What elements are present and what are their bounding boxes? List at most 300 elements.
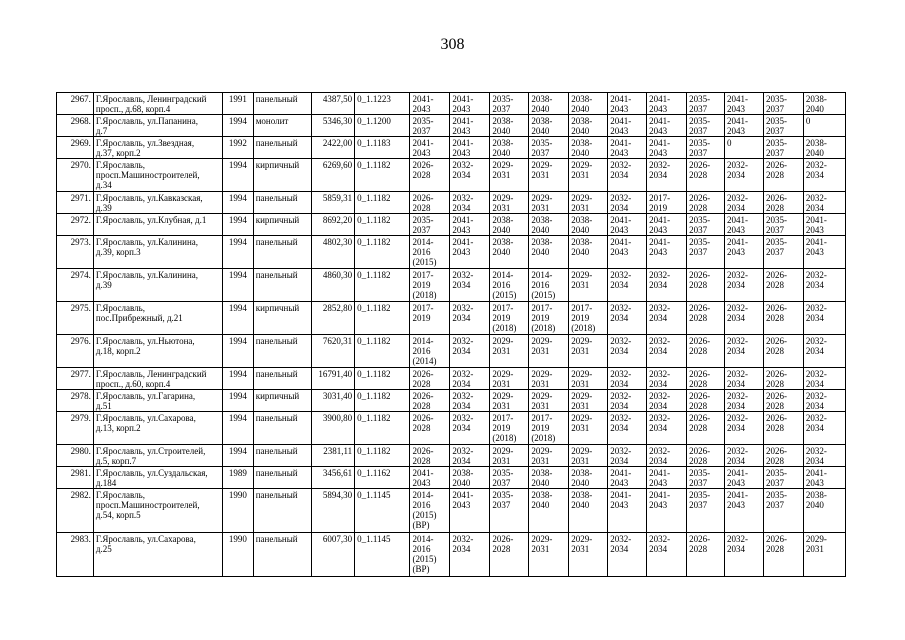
- period-cell: 2035- 2037: [529, 137, 569, 159]
- period-cell: 2026- 2028: [687, 368, 725, 390]
- period-cell: 2026- 2028: [490, 533, 529, 577]
- total-area-cell: 5859,31: [312, 192, 355, 214]
- period-cell: 2026- 2028: [410, 159, 450, 192]
- period-cell: 2038- 2040: [490, 214, 529, 236]
- period-cell: 2032- 2034: [725, 192, 764, 214]
- period-cell: 2029- 2031: [529, 390, 569, 412]
- period-cell: 2029- 2031: [490, 445, 529, 467]
- address-cell: Г.Ярославль, ул.Клубная, д.1: [93, 214, 222, 236]
- period-cell: 2032- 2034: [647, 269, 687, 302]
- period-cell: 2032- 2034: [647, 533, 687, 577]
- period-cell: 2041- 2043: [450, 137, 490, 159]
- period-cell: 2032- 2034: [803, 269, 845, 302]
- period-cell: 2038- 2040: [803, 137, 845, 159]
- period-cell: 2035- 2037: [687, 93, 725, 115]
- period-cell: 2032- 2034: [725, 302, 764, 335]
- period-cell: 2041- 2043: [647, 115, 687, 137]
- period-cell: 2026- 2028: [410, 445, 450, 467]
- period-cell: 2041- 2043: [450, 115, 490, 137]
- table-row: [57, 214, 846, 236]
- row-number-cell: 2971.: [57, 192, 94, 214]
- period-cell: 2035- 2037: [763, 214, 803, 236]
- period-cell: 2032- 2034: [647, 390, 687, 412]
- row-number-cell: 2974.: [57, 269, 94, 302]
- row-number-cell: 2975.: [57, 302, 94, 335]
- period-cell: 2014- 2016 (2015) (ВР): [410, 533, 450, 577]
- period-cell: 2041- 2043: [803, 214, 845, 236]
- period-cell: 2041- 2043: [647, 214, 687, 236]
- period-cell: 2032- 2034: [803, 390, 845, 412]
- period-cell: 2026- 2028: [763, 412, 803, 445]
- address-cell: Г.Ярославль, ул.Калинина, д.39: [93, 269, 222, 302]
- period-cell: 2041- 2043: [647, 489, 687, 533]
- period-cell: 2038- 2040: [569, 137, 608, 159]
- period-cell: 2032- 2034: [725, 159, 764, 192]
- period-cell: 2032- 2034: [608, 412, 647, 445]
- index-code-cell: 0_1.1182: [355, 412, 410, 445]
- wall-material-cell: панельный: [253, 192, 311, 214]
- row-number-cell: 2969.: [57, 137, 94, 159]
- build-year-cell: 1994: [222, 412, 253, 445]
- period-cell: 2041- 2043: [410, 137, 450, 159]
- address-cell: Г.Ярославль, просп.Машиностроителей, д.54, корп.5: [93, 489, 222, 533]
- index-code-cell: 0_1.1223: [355, 93, 410, 115]
- wall-material-cell: панельный: [253, 93, 311, 115]
- period-cell: 2041- 2043: [803, 236, 845, 269]
- period-cell: 2029- 2031: [529, 368, 569, 390]
- period-cell: 2038- 2040: [803, 93, 845, 115]
- period-cell: 2032- 2034: [450, 335, 490, 368]
- period-cell: 2035- 2037: [763, 236, 803, 269]
- wall-material-cell: панельный: [253, 236, 311, 269]
- index-code-cell: 0_1.1182: [355, 159, 410, 192]
- table-body: [57, 93, 846, 577]
- address-cell: Г.Ярославль, пос.Прибрежный, д.21: [93, 302, 222, 335]
- table-row: [57, 159, 846, 192]
- period-cell: 2026- 2028: [687, 159, 725, 192]
- period-cell: 2032- 2034: [608, 269, 647, 302]
- period-cell: 2035- 2037: [410, 115, 450, 137]
- build-year-cell: 1994: [222, 192, 253, 214]
- table-row: [57, 335, 846, 368]
- period-cell: 2032- 2034: [647, 368, 687, 390]
- period-cell: 2029- 2031: [490, 390, 529, 412]
- period-cell: 2038- 2040: [490, 115, 529, 137]
- index-code-cell: 0_1.1182: [355, 335, 410, 368]
- row-number-cell: 2973.: [57, 236, 94, 269]
- row-number-cell: 2977.: [57, 368, 94, 390]
- index-code-cell: 0_1.1182: [355, 302, 410, 335]
- period-cell: 2041- 2043: [608, 489, 647, 533]
- table-row: [57, 445, 846, 467]
- build-year-cell: 1994: [222, 302, 253, 335]
- period-cell: 2032- 2034: [803, 445, 845, 467]
- period-cell: 2029- 2031: [569, 159, 608, 192]
- address-cell: Г.Ярославль, ул.Сахарова, д.13, корп.2: [93, 412, 222, 445]
- period-cell: 2032- 2034: [725, 390, 764, 412]
- period-cell: 2026- 2028: [687, 445, 725, 467]
- period-cell: 2026- 2028: [410, 368, 450, 390]
- row-number-cell: 2979.: [57, 412, 94, 445]
- wall-material-cell: панельный: [253, 137, 311, 159]
- period-cell: 2026- 2028: [687, 335, 725, 368]
- period-cell: 2029- 2031: [803, 533, 845, 577]
- period-cell: 2032- 2034: [608, 159, 647, 192]
- index-code-cell: 0_1.1200: [355, 115, 410, 137]
- repair-schedule-table: [56, 92, 846, 577]
- period-cell: 2035- 2037: [687, 214, 725, 236]
- period-cell: 2032- 2034: [608, 302, 647, 335]
- period-cell: 2038- 2040: [490, 236, 529, 269]
- period-cell: 2029- 2031: [569, 412, 608, 445]
- address-cell: Г.Ярославль, ул.Гагарина, д.51: [93, 390, 222, 412]
- period-cell: 2041- 2043: [450, 93, 490, 115]
- total-area-cell: 5894,30: [312, 489, 355, 533]
- address-cell: Г.Ярославль, ул.Калинина, д.39, корп.3: [93, 236, 222, 269]
- period-cell: 2041- 2043: [450, 489, 490, 533]
- wall-material-cell: панельный: [253, 467, 311, 489]
- period-cell: 2038- 2040: [569, 467, 608, 489]
- period-cell: 2032- 2034: [725, 533, 764, 577]
- build-year-cell: 1994: [222, 368, 253, 390]
- period-cell: 2032- 2034: [450, 269, 490, 302]
- period-cell: 2041- 2043: [647, 236, 687, 269]
- period-cell: 2029- 2031: [569, 192, 608, 214]
- period-cell: 2041- 2043: [450, 214, 490, 236]
- period-cell: 2041- 2043: [608, 137, 647, 159]
- period-cell: 2035- 2037: [763, 467, 803, 489]
- period-cell: 2038- 2040: [529, 236, 569, 269]
- wall-material-cell: панельный: [253, 533, 311, 577]
- period-cell: 2032- 2034: [450, 368, 490, 390]
- period-cell: 2026- 2028: [687, 390, 725, 412]
- period-cell: 2026- 2028: [410, 412, 450, 445]
- build-year-cell: 1994: [222, 236, 253, 269]
- period-cell: 2038- 2040: [803, 489, 845, 533]
- period-cell: 2032- 2034: [608, 445, 647, 467]
- address-cell: Г.Ярославль, ул.Сахарова, д.25: [93, 533, 222, 577]
- period-cell: 2032- 2034: [647, 445, 687, 467]
- period-cell: 2026- 2028: [763, 192, 803, 214]
- build-year-cell: 1994: [222, 335, 253, 368]
- address-cell: Г.Ярославль, Ленинградский просп., д.60, корп.4: [93, 368, 222, 390]
- table-row: [57, 137, 846, 159]
- wall-material-cell: панельный: [253, 368, 311, 390]
- index-code-cell: 0_1.1182: [355, 236, 410, 269]
- period-cell: 2026- 2028: [763, 368, 803, 390]
- period-cell: 2041- 2043: [608, 236, 647, 269]
- period-cell: 2035- 2037: [490, 489, 529, 533]
- total-area-cell: 16791,40: [312, 368, 355, 390]
- period-cell: 2032- 2034: [725, 412, 764, 445]
- table-row: [57, 412, 846, 445]
- wall-material-cell: кирпичный: [253, 302, 311, 335]
- wall-material-cell: монолит: [253, 115, 311, 137]
- period-cell: 2029- 2031: [490, 335, 529, 368]
- period-cell: 2032- 2034: [450, 192, 490, 214]
- period-cell: 0: [803, 115, 845, 137]
- period-cell: 2029- 2031: [529, 335, 569, 368]
- wall-material-cell: кирпичный: [253, 214, 311, 236]
- period-cell: 2038- 2040: [529, 489, 569, 533]
- total-area-cell: 5346,30: [312, 115, 355, 137]
- address-cell: Г.Ярославль, ул.Ньютона, д.18, корп.2: [93, 335, 222, 368]
- total-area-cell: 2852,80: [312, 302, 355, 335]
- build-year-cell: 1994: [222, 115, 253, 137]
- address-cell: Г.Ярославль, ул.Папанина, д.7: [93, 115, 222, 137]
- period-cell: 2029- 2031: [490, 192, 529, 214]
- period-cell: 2038- 2040: [569, 236, 608, 269]
- index-code-cell: 0_1.1145: [355, 489, 410, 533]
- row-number-cell: 2976.: [57, 335, 94, 368]
- row-number-cell: 2967.: [57, 93, 94, 115]
- index-code-cell: 0_1.1182: [355, 192, 410, 214]
- period-cell: 2041- 2043: [608, 93, 647, 115]
- wall-material-cell: панельный: [253, 269, 311, 302]
- period-cell: 2041- 2043: [608, 214, 647, 236]
- period-cell: 2035- 2037: [687, 137, 725, 159]
- build-year-cell: 1994: [222, 214, 253, 236]
- total-area-cell: 3456,61: [312, 467, 355, 489]
- period-cell: 0: [725, 137, 764, 159]
- period-cell: 2032- 2034: [647, 159, 687, 192]
- table-row: [57, 236, 846, 269]
- period-cell: 2032- 2034: [803, 412, 845, 445]
- total-area-cell: 4387,50: [312, 93, 355, 115]
- period-cell: 2041- 2043: [725, 467, 764, 489]
- period-cell: 2029- 2031: [569, 269, 608, 302]
- period-cell: 2038- 2040: [569, 115, 608, 137]
- table-row: [57, 390, 846, 412]
- index-code-cell: 0_1.1183: [355, 137, 410, 159]
- period-cell: 2041- 2043: [725, 236, 764, 269]
- build-year-cell: 1994: [222, 390, 253, 412]
- period-cell: 2041- 2043: [647, 467, 687, 489]
- period-cell: 2029- 2031: [569, 533, 608, 577]
- period-cell: 2035- 2037: [763, 137, 803, 159]
- wall-material-cell: кирпичный: [253, 159, 311, 192]
- period-cell: 2038- 2040: [529, 467, 569, 489]
- address-cell: Г.Ярославль, Ленинградский просп., д.68, корп.4: [93, 93, 222, 115]
- period-cell: 2041- 2043: [725, 115, 764, 137]
- period-cell: 2035- 2037: [490, 93, 529, 115]
- row-number-cell: 2970.: [57, 159, 94, 192]
- period-cell: 2035- 2037: [763, 489, 803, 533]
- period-cell: 2026- 2028: [763, 302, 803, 335]
- period-cell: 2017- 2019 (2018): [529, 412, 569, 445]
- build-year-cell: 1994: [222, 159, 253, 192]
- period-cell: 2035- 2037: [490, 467, 529, 489]
- table-row: [57, 467, 846, 489]
- period-cell: 2041- 2043: [725, 214, 764, 236]
- period-cell: 2032- 2034: [450, 159, 490, 192]
- total-area-cell: 3900,80: [312, 412, 355, 445]
- period-cell: 2041- 2043: [450, 236, 490, 269]
- total-area-cell: 8692,20: [312, 214, 355, 236]
- period-cell: 2041- 2043: [803, 467, 845, 489]
- period-cell: 2026- 2028: [687, 302, 725, 335]
- row-number-cell: 2978.: [57, 390, 94, 412]
- period-cell: 2038- 2040: [569, 489, 608, 533]
- period-cell: 2032- 2034: [450, 390, 490, 412]
- period-cell: 2029- 2031: [490, 159, 529, 192]
- period-cell: 2038- 2040: [529, 115, 569, 137]
- wall-material-cell: панельный: [253, 412, 311, 445]
- build-year-cell: 1990: [222, 489, 253, 533]
- period-cell: 2032- 2034: [725, 368, 764, 390]
- address-cell: Г.Ярославль, ул.Звездная, д.37, корп.2: [93, 137, 222, 159]
- period-cell: 2032- 2034: [450, 412, 490, 445]
- wall-material-cell: кирпичный: [253, 390, 311, 412]
- period-cell: 2032- 2034: [608, 335, 647, 368]
- build-year-cell: 1990: [222, 533, 253, 577]
- index-code-cell: 0_1.1182: [355, 214, 410, 236]
- wall-material-cell: панельный: [253, 445, 311, 467]
- table-row: [57, 489, 846, 533]
- period-cell: 2038- 2040: [490, 137, 529, 159]
- build-year-cell: 1991: [222, 93, 253, 115]
- period-cell: 2029- 2031: [529, 159, 569, 192]
- table-row: [57, 533, 846, 577]
- total-area-cell: 6007,30: [312, 533, 355, 577]
- address-cell: Г.Ярославль, ул.Кавказская, д.39: [93, 192, 222, 214]
- period-cell: 2017- 2019 (2018): [529, 302, 569, 335]
- row-number-cell: 2972.: [57, 214, 94, 236]
- period-cell: 2035- 2037: [763, 93, 803, 115]
- index-code-cell: 0_1.1182: [355, 390, 410, 412]
- index-code-cell: 0_1.1182: [355, 445, 410, 467]
- period-cell: 2038- 2040: [569, 93, 608, 115]
- index-code-cell: 0_1.1145: [355, 533, 410, 577]
- period-cell: 2032- 2034: [803, 159, 845, 192]
- period-cell: 2032- 2034: [647, 335, 687, 368]
- period-cell: 2032- 2034: [803, 192, 845, 214]
- table-row: [57, 368, 846, 390]
- period-cell: 2026- 2028: [410, 390, 450, 412]
- period-cell: 2032- 2034: [647, 412, 687, 445]
- total-area-cell: 2422,00: [312, 137, 355, 159]
- period-cell: 2017- 2019 (2018): [569, 302, 608, 335]
- page-number: 308: [440, 36, 465, 53]
- total-area-cell: 6269,60: [312, 159, 355, 192]
- total-area-cell: 2381,11: [312, 445, 355, 467]
- period-cell: 2014- 2016 (2015): [490, 269, 529, 302]
- period-cell: 2029- 2031: [529, 533, 569, 577]
- period-cell: 2041- 2043: [725, 489, 764, 533]
- period-cell: 2014- 2016 (2015) (ВР): [410, 489, 450, 533]
- period-cell: 2014- 2016 (2015): [410, 236, 450, 269]
- wall-material-cell: панельный: [253, 489, 311, 533]
- period-cell: 2035- 2037: [687, 236, 725, 269]
- period-cell: 2038- 2040: [529, 214, 569, 236]
- period-cell: 2017- 2019 (2018): [490, 302, 529, 335]
- build-year-cell: 1994: [222, 269, 253, 302]
- index-code-cell: 0_1.1162: [355, 467, 410, 489]
- table-row: [57, 93, 846, 115]
- period-cell: 2032- 2034: [608, 368, 647, 390]
- period-cell: 2032- 2034: [725, 335, 764, 368]
- period-cell: 2035- 2037: [687, 467, 725, 489]
- period-cell: 2026- 2028: [687, 192, 725, 214]
- period-cell: 2035- 2037: [687, 489, 725, 533]
- total-area-cell: 7620,31: [312, 335, 355, 368]
- period-cell: 2014- 2016 (2014): [410, 335, 450, 368]
- period-cell: 2032- 2034: [608, 390, 647, 412]
- table-row: [57, 115, 846, 137]
- period-cell: 2032- 2034: [725, 445, 764, 467]
- period-cell: 2026- 2028: [763, 533, 803, 577]
- address-cell: Г.Ярославль, ул.Строителей, д.5, корп.7: [93, 445, 222, 467]
- period-cell: 2029- 2031: [569, 390, 608, 412]
- period-cell: 2041- 2043: [410, 93, 450, 115]
- period-cell: 2017- 2019 (2018): [490, 412, 529, 445]
- period-cell: 2038- 2040: [569, 214, 608, 236]
- period-cell: 2017- 2019 (2018): [410, 269, 450, 302]
- period-cell: 2032- 2034: [803, 302, 845, 335]
- table-row: [57, 269, 846, 302]
- table-row: [57, 192, 846, 214]
- period-cell: 2026- 2028: [763, 390, 803, 412]
- row-number-cell: 2980.: [57, 445, 94, 467]
- period-cell: 2029- 2031: [569, 368, 608, 390]
- period-cell: 2032- 2034: [608, 533, 647, 577]
- wall-material-cell: панельный: [253, 335, 311, 368]
- row-number-cell: 2983.: [57, 533, 94, 577]
- period-cell: 2026- 2028: [410, 192, 450, 214]
- period-cell: 2014- 2016 (2015): [529, 269, 569, 302]
- period-cell: 2035- 2037: [687, 115, 725, 137]
- period-cell: 2041- 2043: [608, 467, 647, 489]
- period-cell: 2041- 2043: [647, 93, 687, 115]
- table-row: [57, 302, 846, 335]
- row-number-cell: 2981.: [57, 467, 94, 489]
- total-area-cell: 4860,30: [312, 269, 355, 302]
- row-number-cell: 2968.: [57, 115, 94, 137]
- period-cell: 2032- 2034: [450, 445, 490, 467]
- period-cell: 2029- 2031: [569, 445, 608, 467]
- period-cell: 2026- 2028: [763, 445, 803, 467]
- period-cell: 2032- 2034: [803, 335, 845, 368]
- period-cell: 2026- 2028: [763, 159, 803, 192]
- period-cell: 2038- 2040: [529, 93, 569, 115]
- period-cell: 2026- 2028: [687, 269, 725, 302]
- address-cell: Г.Ярославль, просп.Машиностроителей, д.34: [93, 159, 222, 192]
- period-cell: 2029- 2031: [529, 192, 569, 214]
- build-year-cell: 1989: [222, 467, 253, 489]
- row-number-cell: 2982.: [57, 489, 94, 533]
- index-code-cell: 0_1.1182: [355, 368, 410, 390]
- build-year-cell: 1992: [222, 137, 253, 159]
- period-cell: 2041- 2043: [725, 93, 764, 115]
- period-cell: 2038- 2040: [450, 467, 490, 489]
- period-cell: 2032- 2034: [450, 533, 490, 577]
- period-cell: 2032- 2034: [608, 192, 647, 214]
- address-cell: Г.Ярославль, ул.Суздальская, д.184: [93, 467, 222, 489]
- period-cell: 2035- 2037: [410, 214, 450, 236]
- period-cell: 2029- 2031: [529, 445, 569, 467]
- period-cell: 2029- 2031: [569, 335, 608, 368]
- period-cell: 2029- 2031: [490, 368, 529, 390]
- period-cell: 2041- 2043: [608, 115, 647, 137]
- period-cell: 2032- 2034: [803, 368, 845, 390]
- period-cell: 2041- 2043: [647, 137, 687, 159]
- period-cell: 2026- 2028: [763, 335, 803, 368]
- period-cell: 2026- 2028: [763, 269, 803, 302]
- total-area-cell: 4802,30: [312, 236, 355, 269]
- period-cell: 2032- 2034: [450, 302, 490, 335]
- period-cell: 2032- 2034: [725, 269, 764, 302]
- period-cell: 2017- 2019: [647, 192, 687, 214]
